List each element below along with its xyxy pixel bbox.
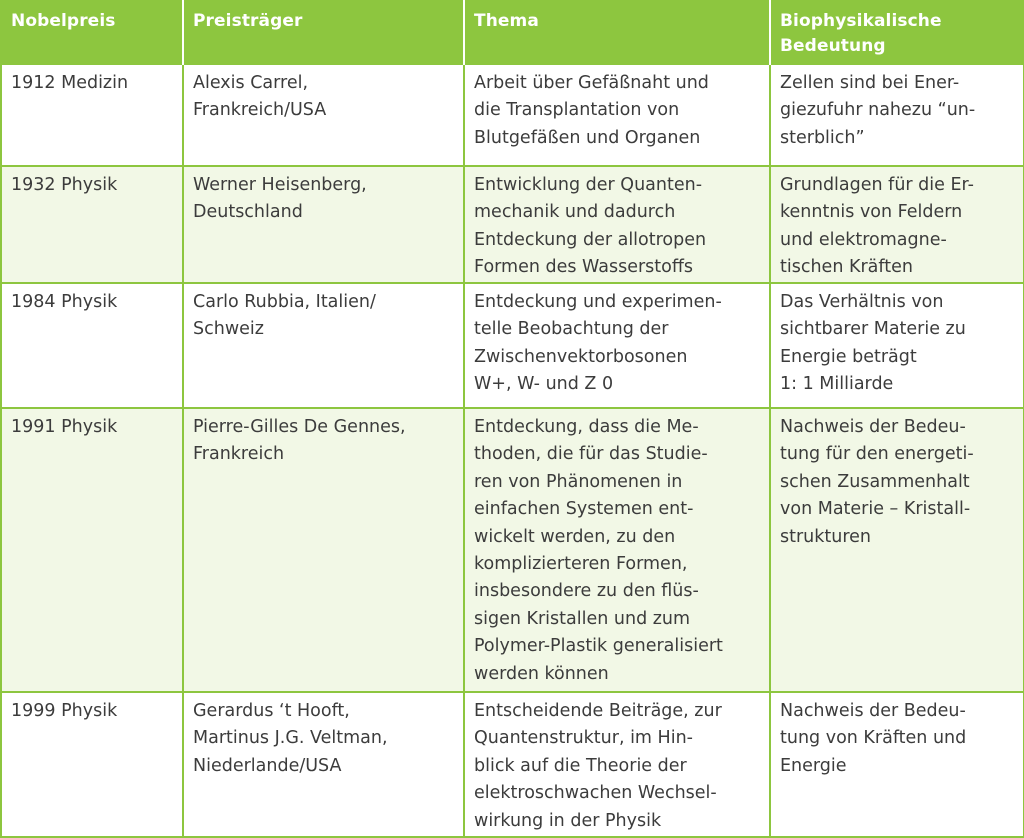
cell-thema: Arbeit über Gefäßnaht und die Transplantation von Blutgefäßen und Organen (464, 64, 770, 166)
cell-bedeutung: Nachweis der Bedeu- tung für den energeti- schen Zusammenhalt von Materie – Kristall- strukturen (770, 408, 1024, 692)
table-row (1, 166, 1024, 283)
cell-nobelpreis: 1991 Physik (1, 408, 183, 692)
cell-nobelpreis: 1932 Physik (1, 166, 183, 283)
cell-bedeutung: Grundlagen für die Er- kenntnis von Feldern und elektromagne- tischen Kräften (770, 166, 1024, 283)
cell-thema: Entdeckung, dass die Me- thoden, die für das Studie- ren von Phänomenen in einfachen Systemen ent- wickelt werden, zu den komplizierteren Formen, insbesondere zu den flüs- sigen Kristallen und zum Polymer-Plastik generalisiert werden können (464, 408, 770, 692)
table-row (1, 692, 1024, 837)
cell-thema: Entwicklung der Quanten- mechanik und dadurch Entdeckung der allotropen Formen des Wasserstoffs (464, 166, 770, 283)
table-header-row (1, 1, 1024, 64)
header-preistraeger: Preisträger (183, 1, 464, 64)
header-biophysikalische-bedeutung: Biophysikalische Bedeutung (770, 1, 1024, 64)
cell-bedeutung: Zellen sind bei Ener- giezufuhr nahezu “un- sterblich” (770, 64, 1024, 166)
header-thema: Thema (464, 1, 770, 64)
cell-preistraeger: Carlo Rubbia, Italien/ Schweiz (183, 283, 464, 408)
cell-bedeutung: Nachweis der Bedeu- tung von Kräften und Energie (770, 692, 1024, 837)
table-row (1, 283, 1024, 408)
cell-nobelpreis: 1912 Medizin (1, 64, 183, 166)
table-row (1, 64, 1024, 166)
cell-bedeutung: Das Verhältnis von sichtbarer Materie zu Energie beträgt 1: 1 Milliarde (770, 283, 1024, 408)
cell-nobelpreis: 1984 Physik (1, 283, 183, 408)
cell-preistraeger: Werner Heisenberg, Deutschland (183, 166, 464, 283)
cell-preistraeger: Alexis Carrel, Frankreich/USA (183, 64, 464, 166)
header-nobelpreis: Nobelpreis (1, 1, 183, 64)
table-row (1, 408, 1024, 692)
cell-thema: Entscheidende Beiträge, zur Quantenstruktur, im Hin- blick auf die Theorie der elektroschwachen Wechsel- wirkung in der Physik (464, 692, 770, 837)
cell-thema: Entdeckung und experimen- telle Beobachtung der Zwischenvektorbosonen W+, W- und Z 0 (464, 283, 770, 408)
cell-preistraeger: Pierre-Gilles De Gennes, Frankreich (183, 408, 464, 692)
cell-preistraeger: Gerardus ‘t Hooft, Martinus J.G. Veltman, Niederlande/USA (183, 692, 464, 837)
cell-nobelpreis: 1999 Physik (1, 692, 183, 837)
